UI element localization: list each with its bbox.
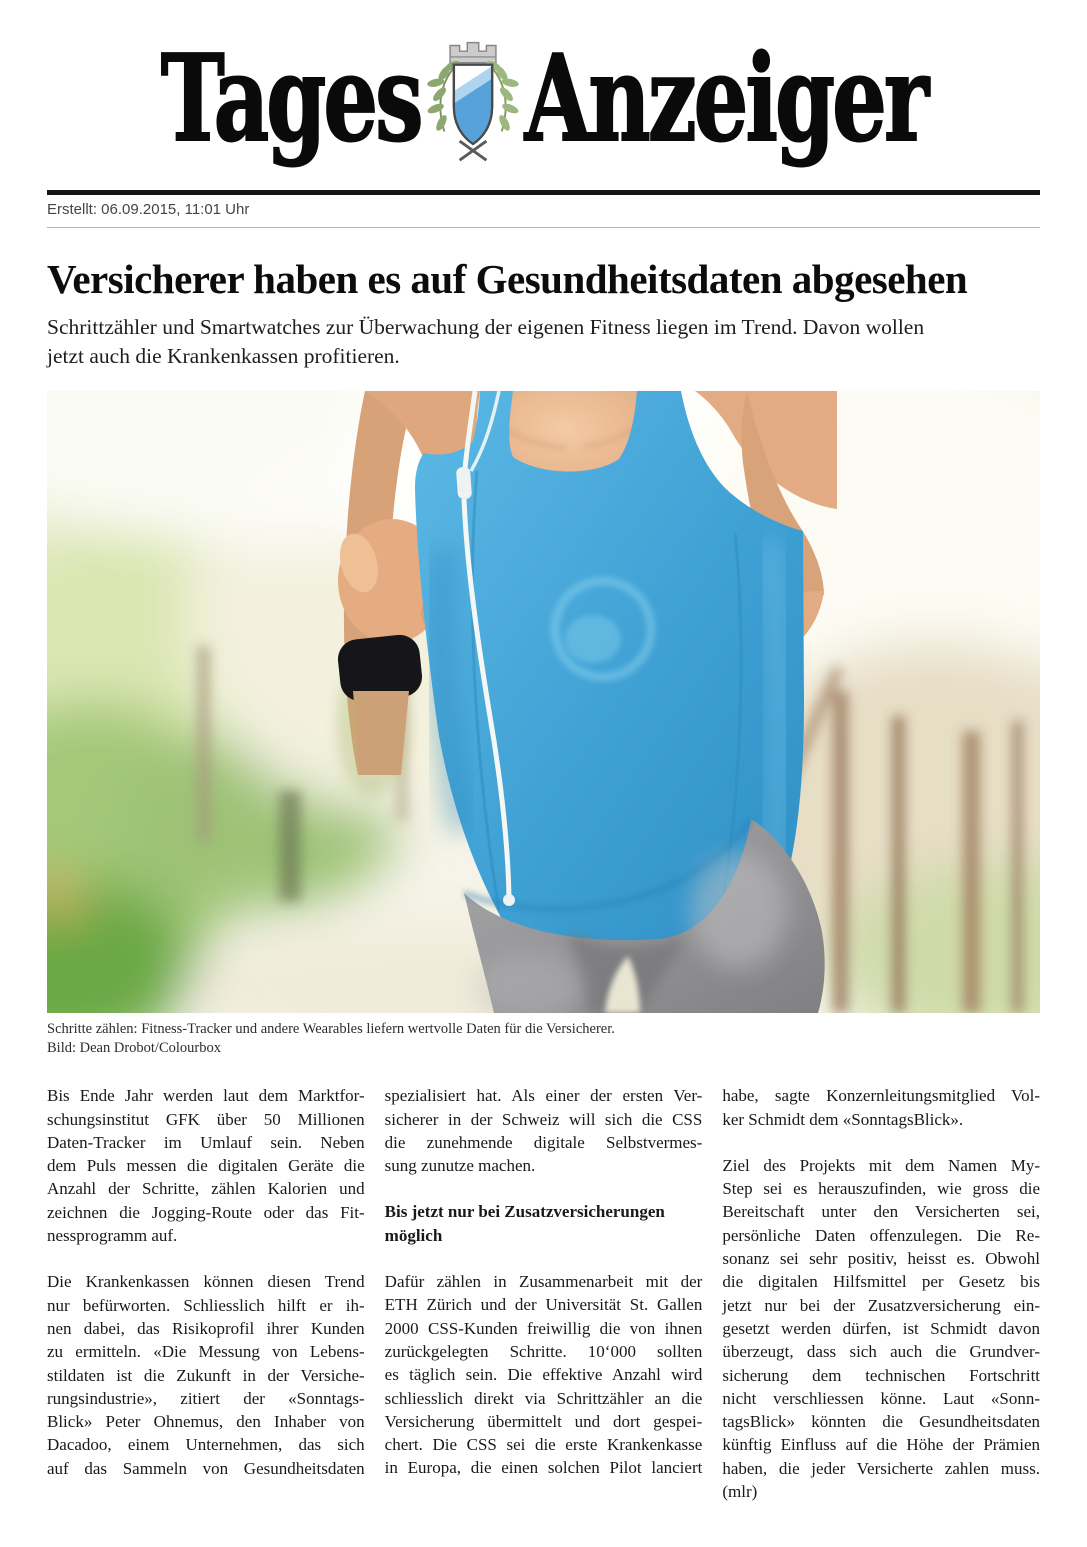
text-column-3 <box>722 1084 1040 1503</box>
text-line: jetzt auch die Krankenkassen profitieren. <box>47 343 400 368</box>
text-line: überzeugt, dass sich auch die Grundver- <box>722 1342 1041 1362</box>
text-line: gesetzt werden dürfen, ist Schmidt davon <box>722 1318 1041 1338</box>
text-line: stildaten ist die Zukunft in der Versiche- <box>47 1365 365 1385</box>
text-line: nessprogramm auf. <box>47 1226 178 1246</box>
text-line: nen dabei, das Risikoprofil ihrer Kunden <box>47 1318 365 1338</box>
text-line: chert. Die CSS sei die erste Krankenkasse <box>384 1435 703 1455</box>
text-line: es täglich sein. Die effektive Anzahl wird <box>384 1365 703 1385</box>
text-line: Blick» Peter Ohnemus, den Inhaber von <box>47 1412 365 1432</box>
text-line: Anzahl der Schritte, zählen Kalorien und <box>47 1179 365 1199</box>
article-photo <box>47 391 1040 1013</box>
headline: Versicherer haben es auf Gesundheitsdaten abgesehen <box>47 256 968 302</box>
text-line: haben, die jeder Versicherte zahlen muss. <box>722 1458 1041 1478</box>
text-line: sonanz sei sehr positiv, heisst es. Obwohl <box>722 1249 1041 1269</box>
text-line: in Europa, die einen solchen Pilot lanciert <box>384 1458 703 1478</box>
text-line: dem Puls messen die digitalen Geräte die <box>47 1156 365 1176</box>
masthead <box>47 24 1040 174</box>
text-line: die zunehmende digitale Selbstvermes- <box>384 1132 703 1152</box>
zurich-coat-of-arms-icon <box>425 34 521 169</box>
text-line: Step sei es herauszufinden, wie gross die <box>722 1179 1041 1199</box>
text-line: zeichnen die Jogging-Route oder das Fit- <box>47 1202 365 1222</box>
text-line: (mlr) <box>722 1482 758 1502</box>
column-subhead <box>385 1200 703 1247</box>
text-line: Schritte zählen: Fitness-Tracker und andere Wearables liefern wertvolle Daten für die Versicherer. <box>47 1021 615 1038</box>
column-paragraph <box>385 1270 703 1480</box>
text-line: spezialisiert hat. Als einer der ersten Ver- <box>384 1086 703 1106</box>
created-timestamp: Erstellt: 06.09.2015, 11:01 Uhr <box>47 201 250 218</box>
masthead-title-left: Tages <box>160 29 421 169</box>
text-line: persönliche Daten offenzulegen. Die Re- <box>722 1225 1041 1245</box>
text-line: sung zunutze machen. <box>384 1156 536 1176</box>
text-line: 2000 CSS-Kunden freiwillig die von ihnen <box>384 1318 703 1338</box>
text-line: Die Krankenkassen können diesen Trend <box>47 1272 365 1292</box>
column-paragraph <box>47 1084 365 1247</box>
text-line: Daten-Tracker im Umlauf sein. Neben <box>47 1132 365 1152</box>
masthead-title-right: Anzeiger <box>524 29 927 169</box>
text-line: sicherung dem technischen Fortschritt <box>722 1365 1041 1385</box>
article-photo-figure <box>47 391 1040 1058</box>
text-line: Dafür zählen in Zusammenarbeit mit der <box>384 1272 703 1292</box>
text-line: künftig Einfluss auf die Höhe der Prämien <box>722 1435 1041 1455</box>
divider-thin <box>47 227 1040 228</box>
text-line: tagsBlick» könnten die Gesundheitsdaten <box>722 1412 1041 1432</box>
text-line: ker Schmidt dem «SonntagsBlick». <box>722 1109 964 1129</box>
text-line: schungsinstitut GFK über 50 Millionen <box>47 1109 365 1129</box>
text-line: habe, sagte Konzernleitungsmitglied Vol- <box>722 1086 1041 1106</box>
column-paragraph <box>722 1084 1040 1131</box>
text-line: ETH Zürich und der Universität St. Gallen <box>384 1295 703 1315</box>
column-paragraph <box>722 1154 1040 1503</box>
text-line: Versicherung übermittelt und dort gespei- <box>384 1411 703 1431</box>
text-column-2 <box>385 1084 703 1503</box>
text-line: nur befürworten. Schliesslich hilft er ih- <box>47 1295 365 1315</box>
text-line: sicherer in der Schweiz will sich die CSS <box>384 1109 703 1129</box>
text-line: Bis Ende Jahr werden laut dem Marktfor- <box>47 1086 365 1106</box>
article-body <box>47 1084 1040 1503</box>
text-line: Schrittzähler und Smartwatches zur Überwachung der eigenen Fitness liegen im Trend. Davon wollen <box>47 315 925 340</box>
text-line: schliesslich direkt via Schrittzähler an die <box>384 1388 703 1408</box>
photo-caption <box>47 1020 1040 1058</box>
text-line: die digitalen Hilfsmittel per Gesetz bis <box>722 1272 1041 1292</box>
text-line: Dacadoo, einem Unternehmen, das sich <box>47 1435 365 1455</box>
lead-paragraph <box>47 313 1040 370</box>
text-line: zu ermitteln. «Die Messung von Lebens- <box>47 1342 365 1362</box>
text-line: zurückgelegten Schritte. 10‘000 sollten <box>384 1341 703 1361</box>
text-line: Bereitschaft unter den Versicherten sei, <box>722 1202 1041 1222</box>
text-line: nicht verschliessen könne. Laut «Sonn- <box>722 1388 1041 1408</box>
jogger-photo-illustration <box>47 391 1040 1013</box>
text-line: Bild: Dean Drobot/Colourbox <box>47 1040 221 1057</box>
text-line: Ziel des Projekts mit dem Namen My- <box>722 1155 1041 1175</box>
text-line: Bis jetzt nur bei Zusatzversicherungen <box>384 1202 665 1222</box>
column-paragraph <box>385 1084 703 1177</box>
text-column-1 <box>47 1084 365 1503</box>
text-line: jetzt nur bei der Zusatzversicherung ein- <box>722 1295 1041 1315</box>
column-paragraph <box>47 1270 365 1480</box>
text-line: möglich <box>384 1225 443 1245</box>
text-line: auf das Sammeln von Gesundheitsdaten <box>47 1458 365 1478</box>
article <box>47 257 1040 1503</box>
text-line: rungsindustrie», zitiert der «Sonntags- <box>47 1388 365 1408</box>
